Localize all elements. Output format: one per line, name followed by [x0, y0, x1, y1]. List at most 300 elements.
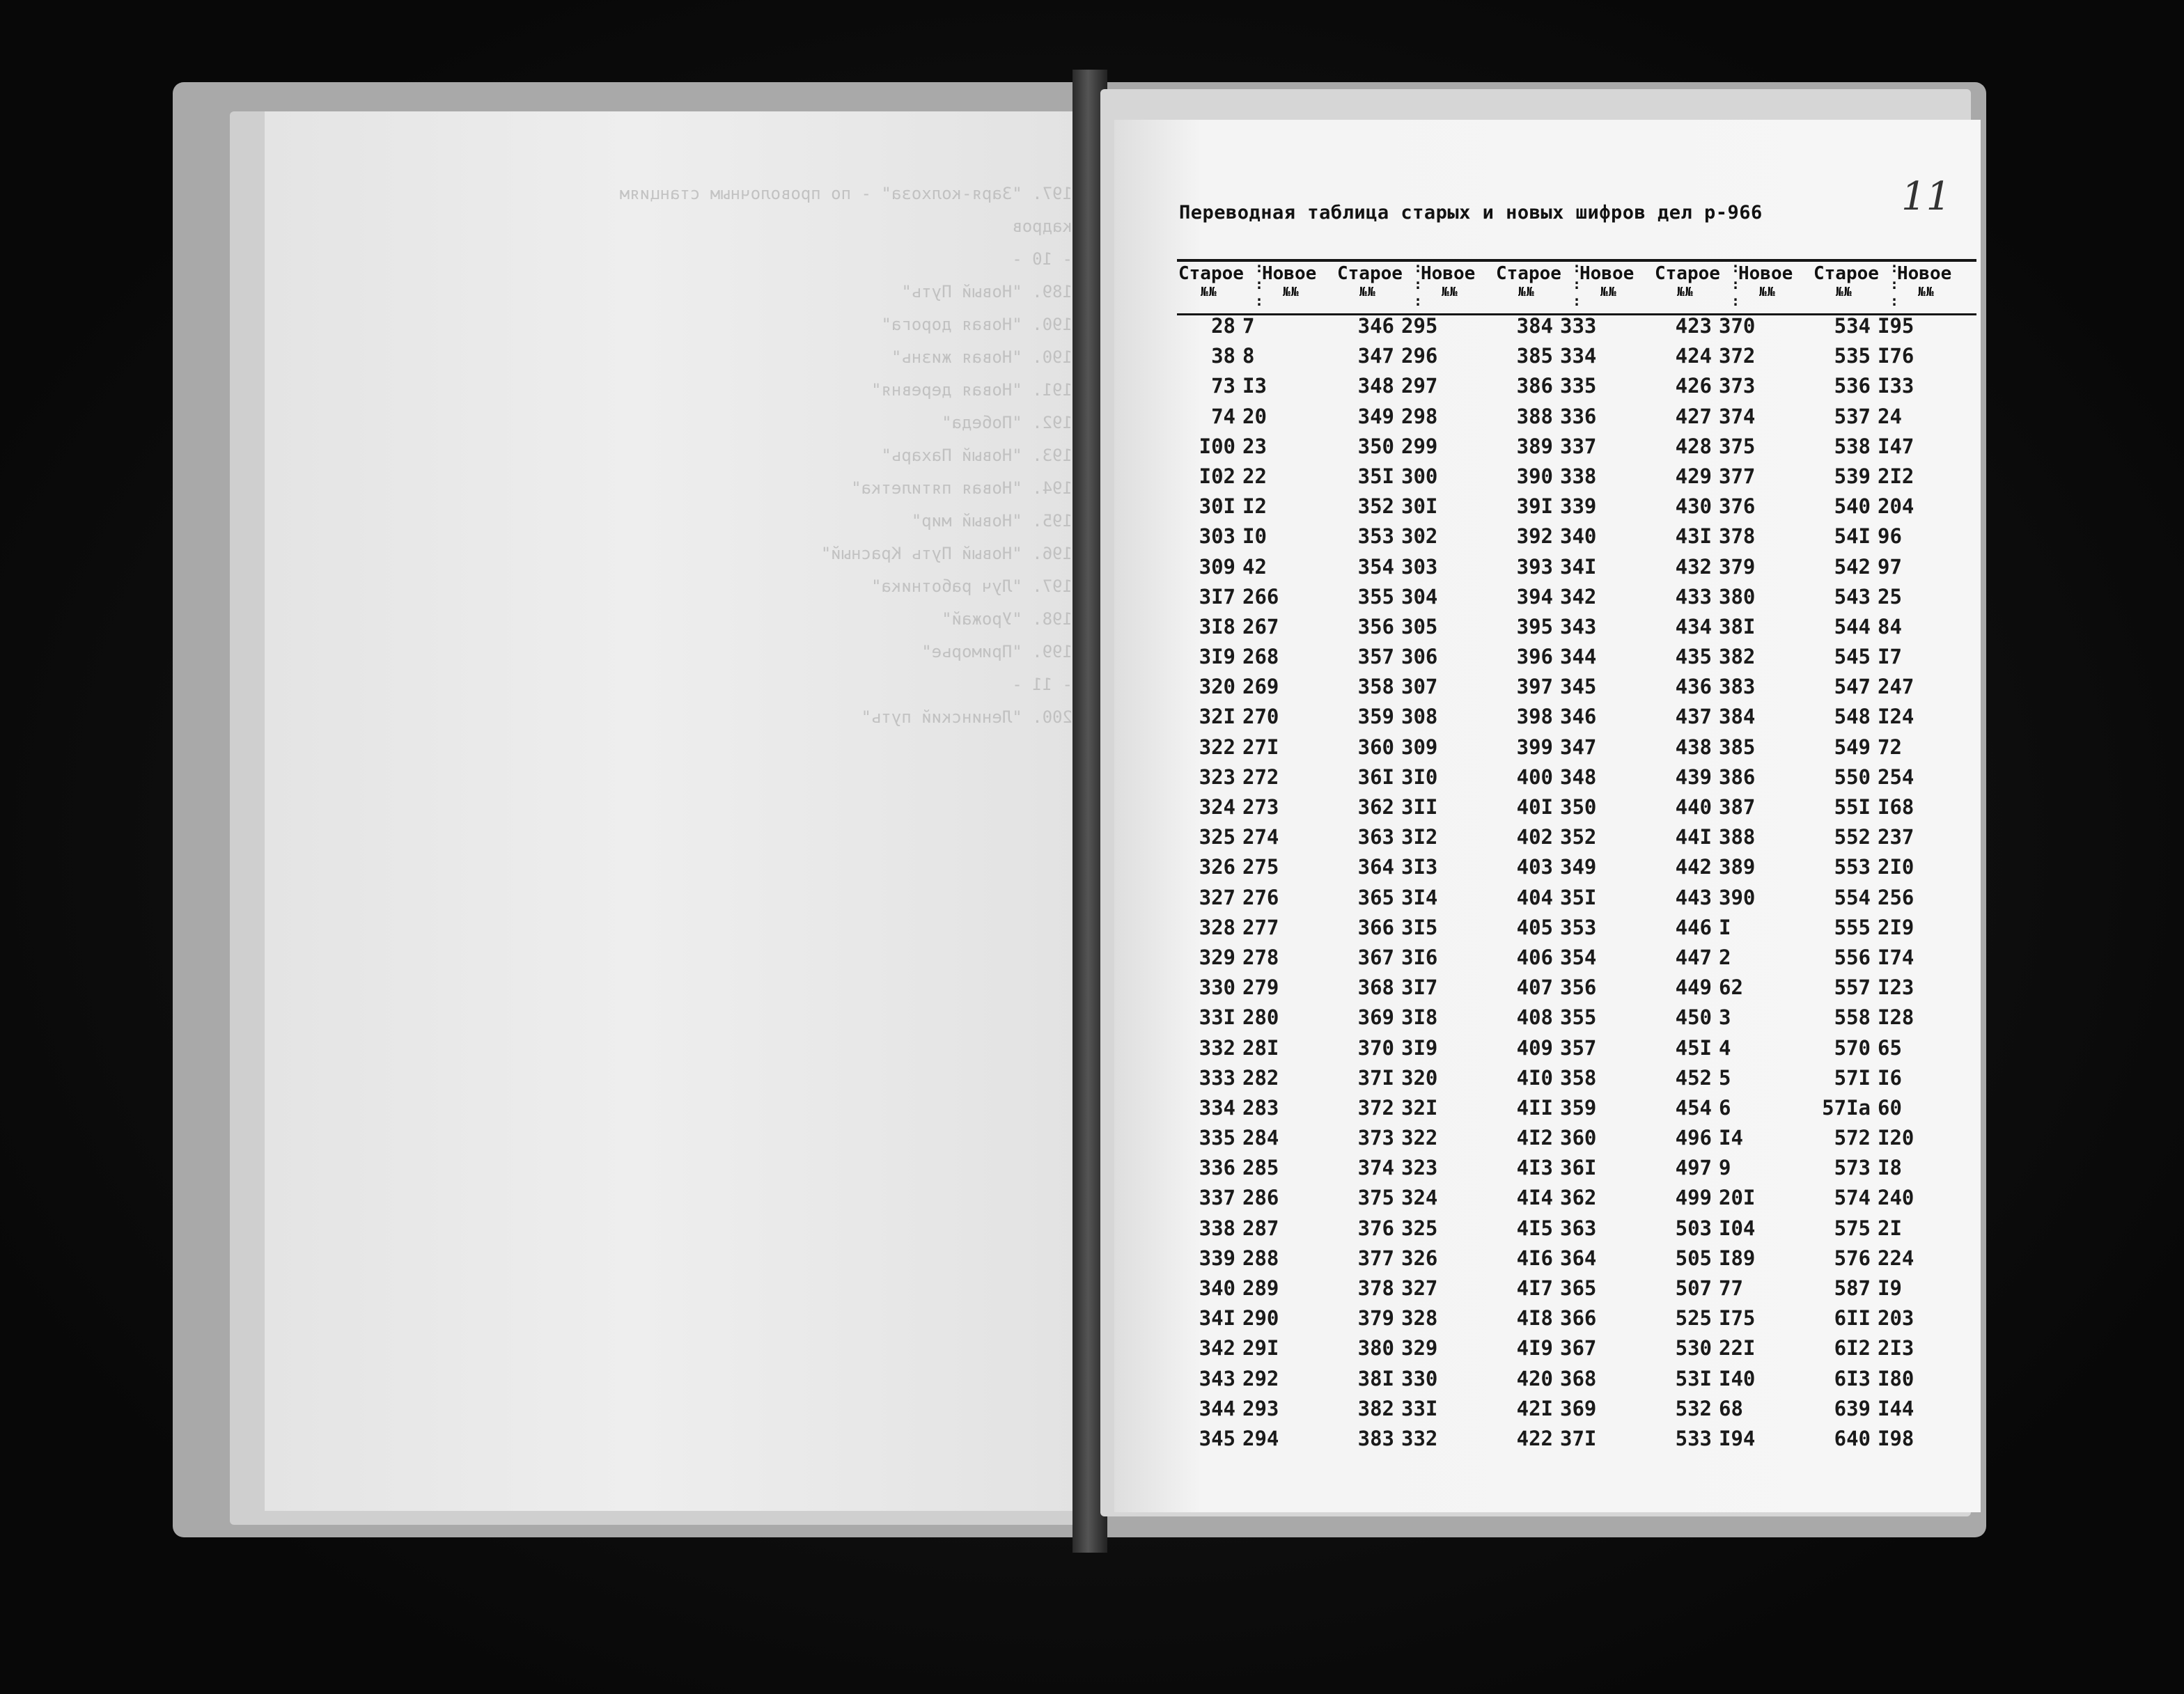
new-code: 30I	[1401, 494, 1438, 519]
old-code: 32I	[1199, 705, 1235, 729]
old-code: 550	[1834, 764, 1871, 789]
table-row	[1660, 1153, 1807, 1183]
old-code: 432	[1675, 554, 1712, 579]
old-code: 437	[1675, 705, 1712, 729]
old-code: 403	[1516, 855, 1553, 879]
new-code: 4	[1719, 1035, 1731, 1060]
table-row	[1343, 702, 1489, 732]
old-code: 507	[1675, 1276, 1712, 1300]
table-row	[1502, 402, 1648, 432]
new-code: 374	[1719, 404, 1756, 428]
old-code: 573	[1834, 1156, 1871, 1180]
new-code: 68	[1719, 1396, 1743, 1420]
old-code: 344	[1199, 1396, 1235, 1420]
table-row	[1502, 1303, 1648, 1333]
new-code: 3I7	[1401, 975, 1438, 1000]
new-code: 284	[1242, 1126, 1279, 1150]
bleed-line: 200. "Ленинский путь"	[861, 707, 1072, 727]
table-row	[1660, 1183, 1807, 1213]
table-row	[1343, 1183, 1489, 1213]
new-code: 60	[1878, 1095, 1902, 1120]
new-code: 306	[1401, 645, 1438, 669]
new-code: 65	[1878, 1035, 1902, 1060]
old-code: 3I7	[1199, 584, 1235, 609]
new-code: 362	[1560, 1186, 1597, 1210]
old-code: 554	[1834, 885, 1871, 909]
old-code: 39I	[1516, 494, 1553, 519]
old-code: 55I	[1834, 795, 1871, 819]
new-code: 36I	[1560, 1156, 1597, 1180]
new-code: 369	[1560, 1396, 1597, 1420]
old-code: 572	[1834, 1126, 1871, 1150]
table-row	[1184, 672, 1330, 702]
old-code: 439	[1675, 764, 1712, 789]
old-code: 338	[1199, 1216, 1235, 1240]
table-row	[1819, 852, 1965, 882]
new-code: I6	[1878, 1065, 1902, 1090]
new-code: 20I	[1719, 1186, 1756, 1210]
old-code: 360	[1357, 735, 1394, 759]
old-code: 388	[1516, 404, 1553, 428]
new-code: 9	[1719, 1156, 1731, 1180]
new-code: 2I0	[1878, 855, 1914, 879]
new-code: 365	[1560, 1276, 1597, 1300]
old-code: 380	[1357, 1336, 1394, 1360]
document-title: Переводная таблица старых и новых шифров дел р-966	[1179, 202, 1763, 223]
new-code: I28	[1878, 1005, 1914, 1030]
new-code: 336	[1560, 404, 1597, 428]
old-code: 4I7	[1516, 1276, 1553, 1300]
new-code: 364	[1560, 1246, 1597, 1270]
old-code: 450	[1675, 1005, 1712, 1030]
old-code: 377	[1357, 1246, 1394, 1270]
new-code: 375	[1719, 434, 1756, 458]
table-row	[1502, 371, 1648, 401]
table-row	[1819, 1273, 1965, 1303]
old-code: 350	[1357, 434, 1394, 458]
table-row	[1502, 462, 1648, 492]
old-code: 366	[1357, 915, 1394, 939]
new-code: I24	[1878, 705, 1914, 729]
old-code: 30I	[1199, 494, 1235, 519]
table-row	[1502, 582, 1648, 612]
table-row	[1819, 1364, 1965, 1394]
header-old-5	[1814, 263, 1879, 299]
old-code: 373	[1357, 1126, 1394, 1150]
table-row	[1502, 1003, 1648, 1033]
old-code: 364	[1357, 855, 1394, 879]
table-row	[1660, 462, 1807, 492]
old-code: 409	[1516, 1035, 1553, 1060]
old-code: 329	[1199, 945, 1235, 969]
table-row	[1502, 1244, 1648, 1273]
new-code: 3I8	[1401, 1005, 1438, 1030]
new-code: 332	[1401, 1426, 1438, 1450]
old-code: 4I5	[1516, 1216, 1553, 1240]
old-code: 549	[1834, 735, 1871, 759]
header-old-sub: №№	[1359, 285, 1376, 299]
old-code: 4I3	[1516, 1156, 1553, 1180]
table-row	[1660, 852, 1807, 882]
old-code: 365	[1357, 885, 1394, 909]
new-code: I9	[1878, 1276, 1902, 1300]
old-code: 406	[1516, 945, 1553, 969]
table-row	[1819, 913, 1965, 943]
table-row	[1184, 1394, 1330, 1424]
new-code: 266	[1242, 584, 1279, 609]
table-row	[1343, 1003, 1489, 1033]
old-code: 38I	[1357, 1366, 1394, 1390]
old-code: 303	[1199, 524, 1235, 549]
table-row	[1819, 672, 1965, 702]
table-row	[1819, 883, 1965, 913]
new-code: 357	[1560, 1035, 1597, 1060]
new-code: 2I9	[1878, 915, 1914, 939]
old-code: 427	[1675, 404, 1712, 428]
old-code: 53I	[1675, 1366, 1712, 1390]
new-code: 347	[1560, 735, 1597, 759]
table-row	[1343, 973, 1489, 1003]
table-row	[1660, 432, 1807, 462]
old-code: 362	[1357, 795, 1394, 819]
new-code: 277	[1242, 915, 1279, 939]
table-row	[1184, 612, 1330, 642]
header-new-2	[1421, 263, 1475, 299]
old-code: 4I4	[1516, 1186, 1553, 1210]
new-code: 327	[1401, 1276, 1438, 1300]
old-code: 426	[1675, 374, 1712, 398]
new-code: 344	[1560, 645, 1597, 669]
old-code: 374	[1357, 1156, 1394, 1180]
new-code: 22	[1242, 464, 1267, 488]
old-code: 3I8	[1199, 614, 1235, 638]
old-code: 393	[1516, 554, 1553, 579]
old-code: 497	[1675, 1156, 1712, 1180]
new-code: 7	[1242, 314, 1255, 338]
new-code: 359	[1560, 1095, 1597, 1120]
new-code: 295	[1401, 314, 1438, 338]
table-row	[1819, 1244, 1965, 1273]
table-row	[1660, 1123, 1807, 1153]
table-row	[1502, 792, 1648, 822]
old-code: 429	[1675, 464, 1712, 488]
table-row	[1502, 822, 1648, 852]
new-code: 25	[1878, 584, 1902, 609]
header-new-label: Новое	[1262, 263, 1317, 284]
new-code: 379	[1719, 554, 1756, 579]
header-old-sub: №№	[1201, 285, 1217, 299]
new-code: 42	[1242, 554, 1267, 579]
new-code: 28I	[1242, 1035, 1279, 1060]
new-code: 62	[1719, 975, 1743, 1000]
old-code: 447	[1675, 945, 1712, 969]
table-row	[1502, 1273, 1648, 1303]
old-code: 4I9	[1516, 1336, 1553, 1360]
table-row	[1660, 521, 1807, 551]
header-new-sub: №№	[1759, 285, 1776, 299]
table-row	[1819, 1123, 1965, 1153]
new-code: 343	[1560, 614, 1597, 638]
table-row	[1184, 1003, 1330, 1033]
table-row	[1343, 492, 1489, 521]
table-row	[1819, 1033, 1965, 1063]
bleed-line: 193. "Новый Пахарь"	[881, 446, 1072, 465]
old-code: 540	[1834, 494, 1871, 519]
new-code: 282	[1242, 1065, 1279, 1090]
header-new-3	[1580, 263, 1634, 299]
old-code: 428	[1675, 434, 1712, 458]
new-code: 256	[1878, 885, 1914, 909]
old-code: 4I6	[1516, 1246, 1553, 1270]
table-row	[1184, 492, 1330, 521]
new-code: 35I	[1560, 885, 1597, 909]
old-code: 340	[1199, 1276, 1235, 1300]
header-separator: : : :	[1414, 259, 1423, 309]
new-code: 287	[1242, 1216, 1279, 1240]
table-column-5	[1819, 311, 1965, 1454]
new-code: 346	[1560, 705, 1597, 729]
new-code: 2I2	[1878, 464, 1914, 488]
old-code: 327	[1199, 885, 1235, 909]
table-row	[1502, 642, 1648, 672]
new-code: 3I3	[1401, 855, 1438, 879]
table-row	[1660, 1394, 1807, 1424]
new-code: 5	[1719, 1065, 1731, 1090]
table-row	[1660, 1273, 1807, 1303]
header-separator: : : :	[1731, 259, 1740, 309]
old-code: 555	[1834, 915, 1871, 939]
new-code: 333	[1560, 314, 1597, 338]
table-row	[1184, 1033, 1330, 1063]
table-row	[1660, 883, 1807, 913]
table-row	[1184, 1303, 1330, 1333]
table-row	[1819, 1093, 1965, 1123]
new-code: 37I	[1560, 1426, 1597, 1450]
new-code: 280	[1242, 1005, 1279, 1030]
new-code: I80	[1878, 1366, 1914, 1390]
header-old-3	[1496, 263, 1561, 299]
new-code: 22I	[1719, 1336, 1756, 1360]
old-code: 328	[1199, 915, 1235, 939]
table-row	[1660, 943, 1807, 973]
new-code: 3I4	[1401, 885, 1438, 909]
table-row	[1184, 1244, 1330, 1273]
table-row	[1343, 913, 1489, 943]
new-code: 292	[1242, 1366, 1279, 1390]
table-row	[1502, 672, 1648, 702]
old-code: 545	[1834, 645, 1871, 669]
table-row	[1343, 1153, 1489, 1183]
table-row	[1502, 913, 1648, 943]
new-code: 96	[1878, 524, 1902, 549]
table-row	[1819, 371, 1965, 401]
table-row	[1184, 1214, 1330, 1244]
new-code: 377	[1719, 464, 1756, 488]
old-code: 443	[1675, 885, 1712, 909]
table-row	[1343, 1214, 1489, 1244]
table-row	[1660, 612, 1807, 642]
new-code: 254	[1878, 764, 1914, 789]
new-code: 269	[1242, 675, 1279, 699]
old-code: 402	[1516, 825, 1553, 849]
table-row	[1343, 762, 1489, 792]
new-code: 300	[1401, 464, 1438, 488]
old-code: 408	[1516, 1005, 1553, 1030]
header-old-1	[1178, 263, 1244, 299]
new-code: I2	[1242, 494, 1267, 519]
new-code: 34I	[1560, 554, 1597, 579]
new-code: I44	[1878, 1396, 1914, 1420]
new-code: I76	[1878, 344, 1914, 368]
table-row	[1184, 852, 1330, 882]
old-code: 558	[1834, 1005, 1871, 1030]
header-new-sub: №№	[1283, 285, 1300, 299]
bleed-line: 199. "Приморье"	[921, 642, 1072, 661]
old-code: 6I3	[1834, 1366, 1871, 1390]
new-code: 338	[1560, 464, 1597, 488]
old-code: 436	[1675, 675, 1712, 699]
table-row	[1343, 521, 1489, 551]
table-row	[1660, 1033, 1807, 1063]
new-code: 366	[1560, 1306, 1597, 1331]
table-row	[1819, 432, 1965, 462]
bleed-line: 192. "Победа"	[942, 413, 1072, 432]
table-row	[1343, 822, 1489, 852]
old-code: 430	[1675, 494, 1712, 519]
table-row	[1184, 521, 1330, 551]
new-code: 38I	[1719, 614, 1756, 638]
new-code: 224	[1878, 1246, 1914, 1270]
new-code: 276	[1242, 885, 1279, 909]
new-code: I98	[1878, 1426, 1914, 1450]
table-row	[1660, 822, 1807, 852]
table-row	[1660, 702, 1807, 732]
new-code: 334	[1560, 344, 1597, 368]
table-row	[1660, 1093, 1807, 1123]
new-code: 329	[1401, 1336, 1438, 1360]
new-code: 203	[1878, 1306, 1914, 1331]
table-row	[1343, 642, 1489, 672]
table-row	[1660, 371, 1807, 401]
old-code: 309	[1199, 554, 1235, 579]
new-code: 324	[1401, 1186, 1438, 1210]
old-code: 438	[1675, 735, 1712, 759]
new-code: 385	[1719, 735, 1756, 759]
old-code: 534	[1834, 314, 1871, 338]
new-code: 240	[1878, 1186, 1914, 1210]
old-code: 353	[1357, 524, 1394, 549]
table-row	[1502, 521, 1648, 551]
new-code: 309	[1401, 735, 1438, 759]
new-code: 29I	[1242, 1336, 1279, 1360]
table-row	[1660, 642, 1807, 672]
old-code: 45I	[1675, 1035, 1712, 1060]
table-row	[1343, 582, 1489, 612]
table-row	[1502, 311, 1648, 341]
table-row	[1184, 402, 1330, 432]
new-code: 350	[1560, 795, 1597, 819]
new-code: 299	[1401, 434, 1438, 458]
old-code: 339	[1199, 1246, 1235, 1270]
old-code: 394	[1516, 584, 1553, 609]
new-code: 353	[1560, 915, 1597, 939]
old-code: 326	[1199, 855, 1235, 879]
table-row	[1819, 462, 1965, 492]
old-code: 530	[1675, 1336, 1712, 1360]
new-code: 33I	[1401, 1396, 1438, 1420]
table-row	[1660, 552, 1807, 582]
old-code: 537	[1834, 404, 1871, 428]
old-code: 320	[1199, 675, 1235, 699]
old-code: 547	[1834, 675, 1871, 699]
bleed-line: 189. "Новый Путь"	[901, 282, 1072, 301]
old-code: 34I	[1199, 1306, 1235, 1331]
table-row	[1502, 1424, 1648, 1454]
table-row	[1184, 1093, 1330, 1123]
new-code: I75	[1719, 1306, 1756, 1331]
new-code: 302	[1401, 524, 1438, 549]
header-old-label: Старое	[1655, 263, 1720, 284]
old-code: 342	[1199, 1336, 1235, 1360]
new-code: 367	[1560, 1336, 1597, 1360]
old-code: 330	[1199, 975, 1235, 1000]
old-code: I00	[1199, 434, 1235, 458]
table-row	[1660, 1244, 1807, 1273]
table-row	[1184, 1333, 1330, 1363]
table-row	[1184, 1123, 1330, 1153]
header-new-sub: №№	[1600, 285, 1617, 299]
table-row	[1184, 913, 1330, 943]
table-row	[1184, 822, 1330, 852]
new-code: 355	[1560, 1005, 1597, 1030]
old-code: 363	[1357, 825, 1394, 849]
new-code: 290	[1242, 1306, 1279, 1331]
old-code: 357	[1357, 645, 1394, 669]
new-code: 378	[1719, 524, 1756, 549]
old-code: 404	[1516, 885, 1553, 909]
table-column-4	[1660, 311, 1807, 1454]
table-row	[1660, 1063, 1807, 1093]
old-code: I02	[1199, 464, 1235, 488]
old-code: 543	[1834, 584, 1871, 609]
table-row	[1819, 1214, 1965, 1244]
bleed-line: 198. "Урожай"	[942, 609, 1072, 629]
table-row	[1660, 582, 1807, 612]
old-code: 538	[1834, 434, 1871, 458]
table-row	[1343, 883, 1489, 913]
table-row	[1184, 973, 1330, 1003]
table-row	[1660, 1364, 1807, 1394]
table-row	[1184, 792, 1330, 822]
new-code: 77	[1719, 1276, 1743, 1300]
new-code: 305	[1401, 614, 1438, 638]
table-row	[1184, 371, 1330, 401]
table-row	[1819, 1333, 1965, 1363]
new-code: 303	[1401, 554, 1438, 579]
table-row	[1502, 702, 1648, 732]
old-code: 575	[1834, 1216, 1871, 1240]
new-code: 352	[1560, 825, 1597, 849]
new-code: 348	[1560, 764, 1597, 789]
old-code: 376	[1357, 1216, 1394, 1240]
old-code: 399	[1516, 735, 1553, 759]
old-code: 6I2	[1834, 1336, 1871, 1360]
old-code: 407	[1516, 975, 1553, 1000]
old-code: 35I	[1357, 464, 1394, 488]
old-code: 324	[1199, 795, 1235, 819]
table-row	[1343, 1424, 1489, 1454]
table-row	[1819, 1063, 1965, 1093]
